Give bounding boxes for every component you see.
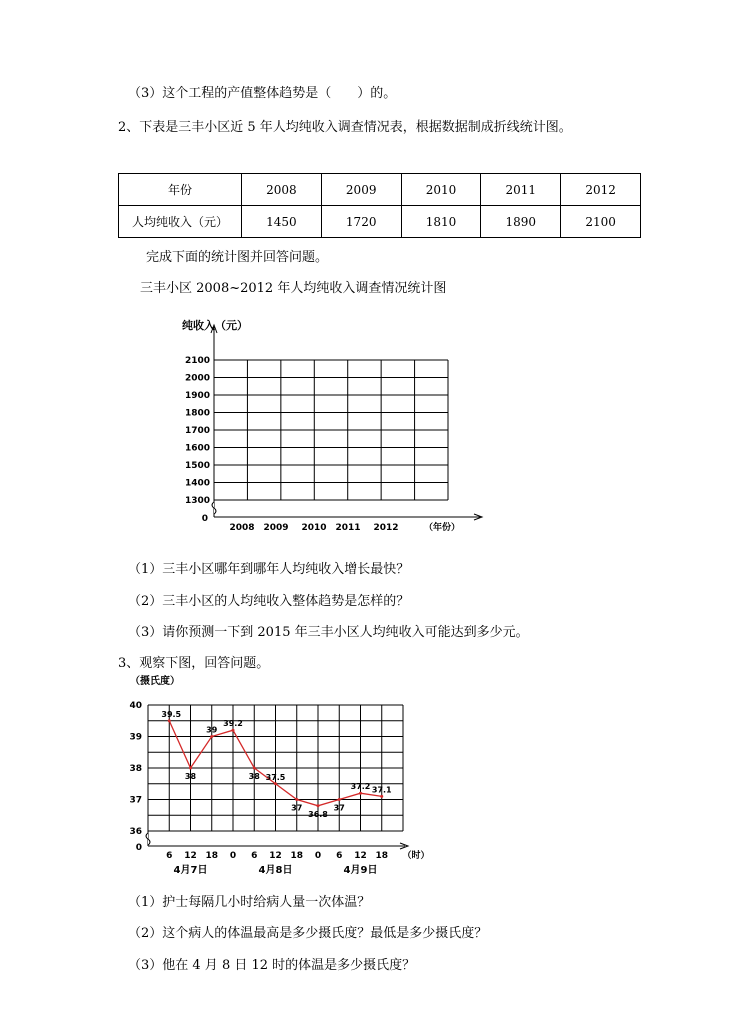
temperature-chart bbox=[120, 670, 440, 880]
y-tick-label: 1300 bbox=[184, 496, 210, 506]
day-label: 4月9日 bbox=[343, 865, 378, 876]
data-point bbox=[380, 795, 383, 798]
y-tick-label: 36 bbox=[129, 827, 142, 837]
day-label: 4月7日 bbox=[173, 865, 208, 876]
x-tick-label: 18 bbox=[205, 851, 219, 861]
income-chart bbox=[170, 305, 490, 537]
x-tick-label: 12 bbox=[184, 851, 197, 861]
x-tick-label: 2008 bbox=[229, 523, 255, 533]
table-row-years bbox=[119, 174, 641, 206]
x-axis-label: （年份） bbox=[423, 523, 461, 533]
data-point bbox=[232, 729, 235, 732]
table-year: 2012 bbox=[561, 174, 641, 206]
data-label: 39.2 bbox=[223, 719, 243, 729]
x-tick-label: 2010 bbox=[301, 523, 327, 533]
y-tick-label: 1500 bbox=[184, 461, 210, 471]
y-tick-label: 39 bbox=[129, 732, 142, 743]
problem-3-intro: 3、观察下图，回答问题。 bbox=[118, 656, 270, 671]
problem-2-intro: 2、下表是三丰小区近 5 年人均纯收入调查情况表，根据数据制成折线统计图。 bbox=[118, 120, 572, 135]
y-tick-label: 37 bbox=[129, 795, 142, 806]
y-tick-label: 1800 bbox=[184, 408, 210, 419]
data-point bbox=[253, 767, 256, 770]
data-point bbox=[189, 767, 192, 770]
problem-2-question-2: （2）三丰小区的人均纯收入整体趋势是怎样的？ bbox=[128, 594, 410, 609]
x-tick-label: 6 bbox=[251, 851, 258, 861]
x-axis-label: （时） bbox=[402, 851, 430, 861]
data-label: 37.2 bbox=[350, 782, 371, 792]
table-year: 2008 bbox=[242, 174, 322, 206]
table-value: 1720 bbox=[321, 206, 401, 238]
y-tick-label: 1700 bbox=[184, 426, 210, 436]
x-tick-label: 18 bbox=[290, 851, 304, 861]
data-label: 37 bbox=[333, 803, 345, 813]
day-label: 4月8日 bbox=[258, 865, 293, 876]
table-value: 1810 bbox=[401, 206, 481, 238]
x-tick-label: 6 bbox=[336, 851, 343, 861]
data-point bbox=[210, 735, 213, 738]
x-tick-label: 0 bbox=[229, 851, 237, 861]
problem-2-question-3: （3）请你预测一下到 2015 年三丰小区人均纯收入可能达到多少元。 bbox=[128, 625, 529, 640]
chart-1-title: 三丰小区 2008~2012 年人均纯收入调查情况统计图 bbox=[140, 281, 447, 296]
data-point bbox=[317, 804, 320, 807]
y-tick-label: 1900 bbox=[184, 391, 210, 401]
data-label: 38 bbox=[248, 772, 260, 781]
y-tick-label: 38 bbox=[129, 764, 142, 774]
y-tick-label: 2000 bbox=[184, 373, 210, 384]
x-tick-label: 2011 bbox=[335, 523, 361, 533]
problem-2-instruction: 完成下面的统计图并回答问题。 bbox=[146, 250, 329, 265]
y-tick-label: 0 bbox=[135, 843, 142, 853]
y-tick-label: 40 bbox=[129, 701, 142, 711]
table-value: 2100 bbox=[561, 206, 641, 238]
data-label: 38 bbox=[184, 772, 197, 781]
table-row-label: 人均纯收入（元） bbox=[119, 206, 242, 238]
table-year: 2009 bbox=[321, 174, 401, 206]
table-value: 1890 bbox=[481, 206, 561, 238]
table-header-label: 年份 bbox=[119, 174, 242, 206]
table-row-values bbox=[119, 206, 641, 238]
y-tick-label: 1400 bbox=[184, 478, 210, 489]
y-axis-label: （摄氏度） bbox=[130, 676, 180, 687]
data-label: 36.8 bbox=[308, 809, 328, 819]
data-point bbox=[274, 782, 277, 785]
data-point bbox=[359, 792, 362, 795]
data-label: 37.1 bbox=[371, 785, 392, 795]
x-tick-label: 12 bbox=[354, 851, 367, 861]
axis-break-mark bbox=[146, 833, 150, 845]
data-label: 37 bbox=[291, 803, 303, 813]
x-tick-label: 2012 bbox=[373, 523, 399, 533]
data-label: 39 bbox=[206, 725, 218, 735]
data-point bbox=[338, 798, 341, 801]
data-label: 39.5 bbox=[161, 709, 182, 719]
problem-3-question-1: （1）护士每隔几小时给病人量一次体温？ bbox=[128, 895, 371, 910]
y-tick-label: 2100 bbox=[184, 356, 210, 366]
x-tick-label: 18 bbox=[375, 851, 389, 861]
x-tick-label: 12 bbox=[269, 851, 282, 861]
data-point bbox=[168, 719, 171, 722]
data-point bbox=[295, 798, 298, 801]
y-tick-label: 1600 bbox=[184, 443, 210, 454]
question-3-trend: （3）这个工程的产值整体趋势是（ ）的。 bbox=[128, 86, 397, 101]
axis-break-mark bbox=[212, 502, 216, 514]
y-axis-label: 纯收入（元） bbox=[182, 319, 248, 332]
problem-3-question-3: （3）他在 4 月 8 日 12 时的体温是多少摄氏度？ bbox=[128, 958, 416, 973]
income-table bbox=[118, 173, 641, 238]
table-value: 1450 bbox=[242, 206, 322, 238]
data-label: 37.5 bbox=[265, 772, 286, 782]
table-year: 2010 bbox=[401, 174, 481, 206]
problem-2-question-1: （1）三丰小区哪年到哪年人均纯收入增长最快？ bbox=[128, 562, 410, 577]
x-tick-label: 0 bbox=[314, 851, 322, 861]
problem-3-question-2: （2）这个病人的体温最高是多少摄氏度？最低是多少摄氏度？ bbox=[128, 926, 488, 941]
table-year: 2011 bbox=[481, 174, 561, 206]
y-tick-label: 0 bbox=[201, 514, 208, 524]
x-tick-label: 6 bbox=[166, 851, 173, 861]
x-tick-label: 2009 bbox=[263, 523, 289, 533]
